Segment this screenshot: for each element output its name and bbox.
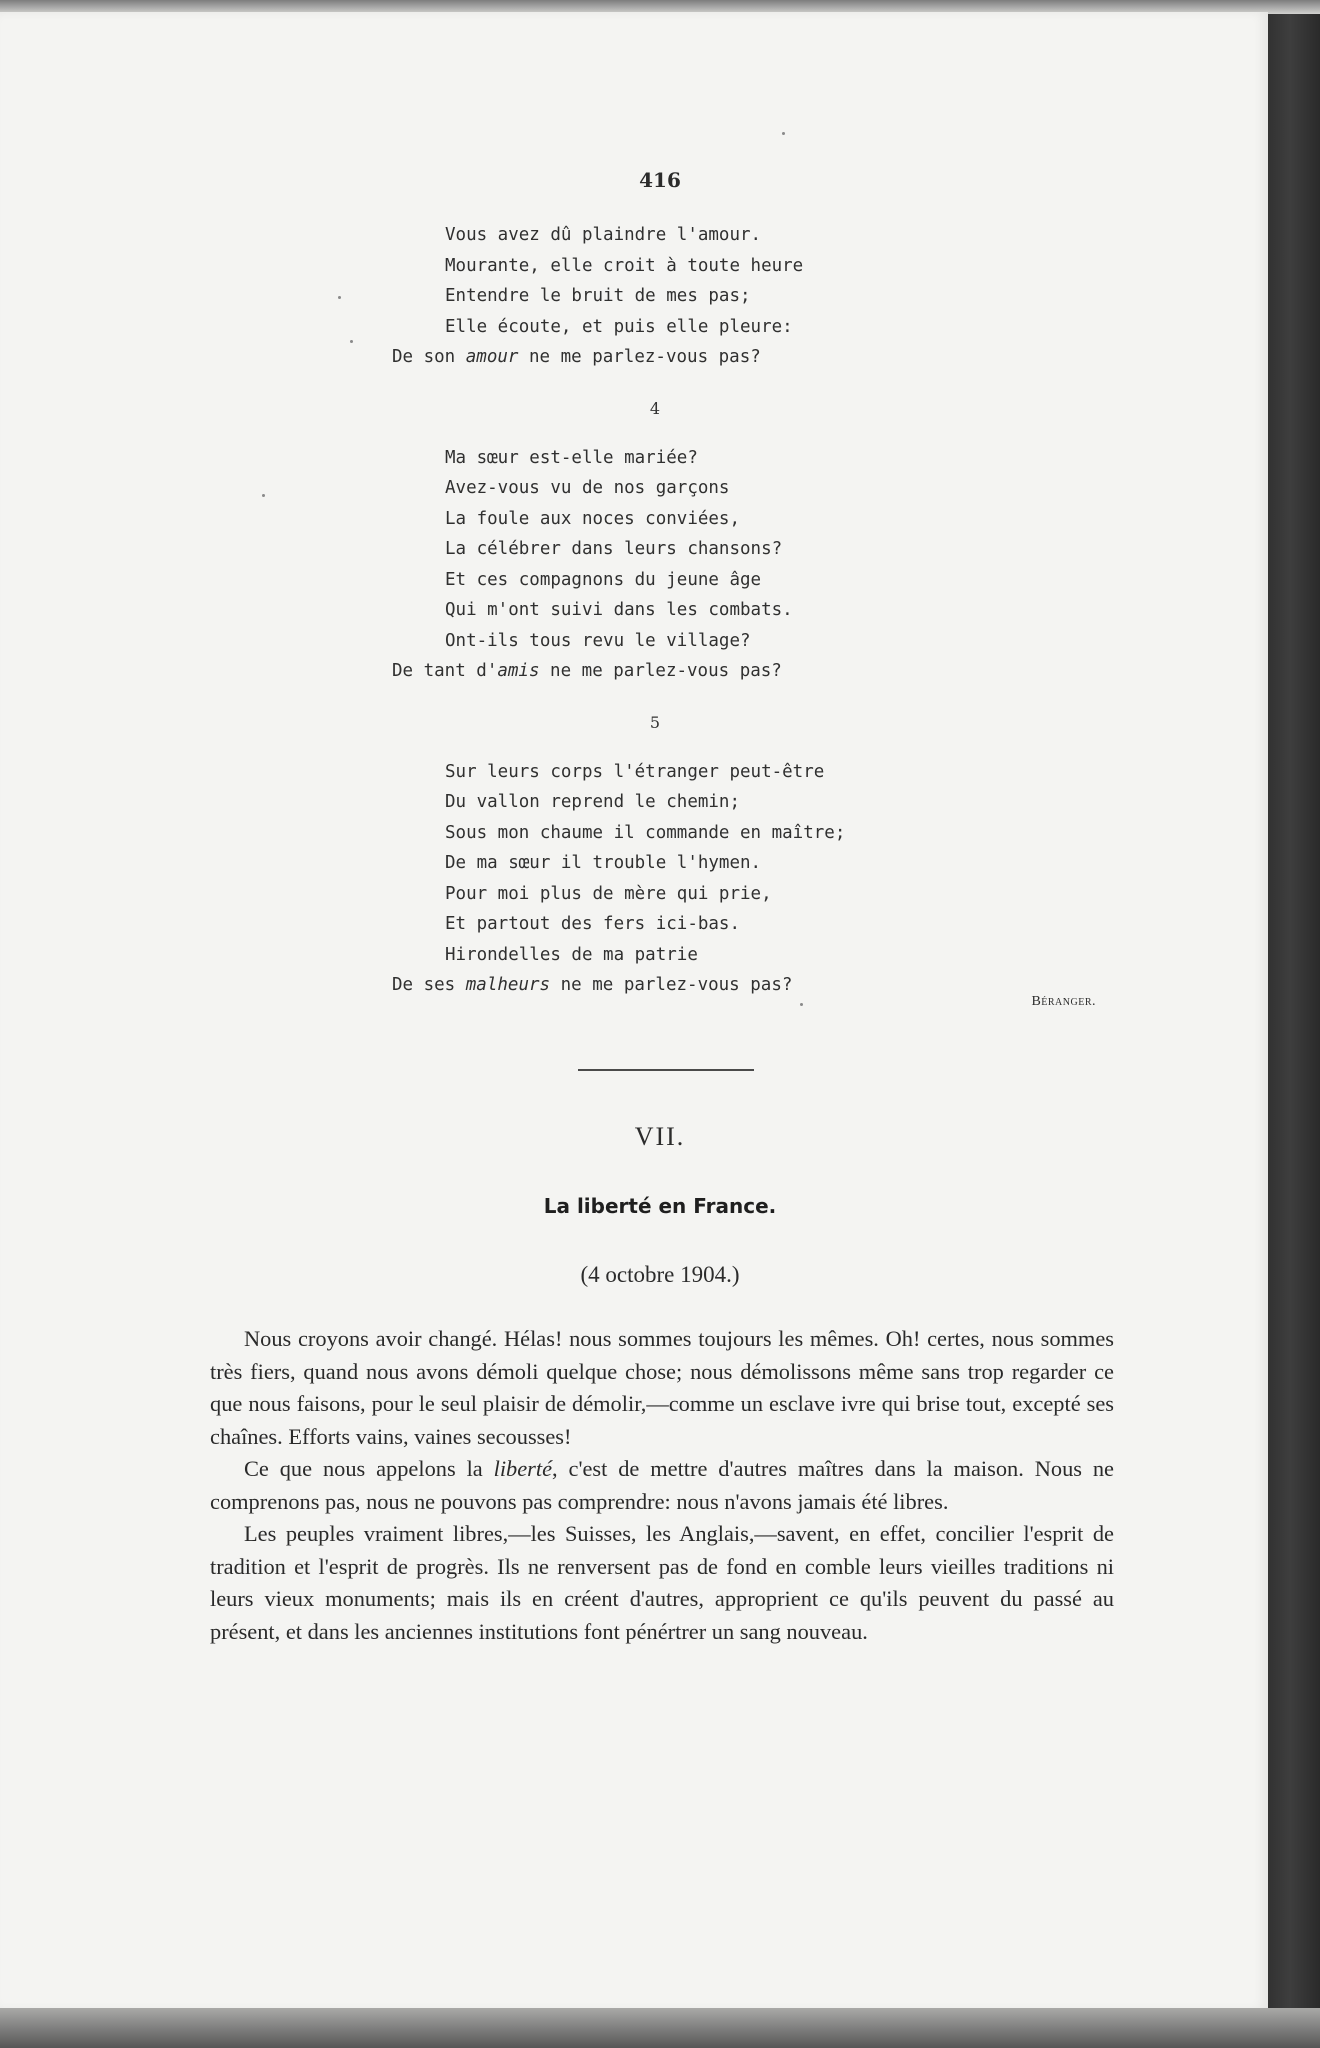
- poem-line: Pour moi plus de mère qui prie,: [445, 883, 772, 904]
- scan-speck: [782, 132, 785, 135]
- bottom-edge-shadow: [0, 2008, 1320, 2048]
- poem-line: Vous avez dû plaindre l'amour.: [445, 225, 762, 245]
- scan-speck: [800, 1003, 803, 1006]
- scan-speck: [338, 296, 341, 299]
- poem-line: Sous mon chaume il commande en maître;: [445, 822, 846, 843]
- section-title: La liberté en France.: [543, 1194, 777, 1218]
- poem-stanza: [0, 757, 1320, 1001]
- poem-line: Hirondelles de ma patrie: [445, 944, 698, 965]
- poem-line: Et ces compagnons du jeune âge: [445, 569, 762, 590]
- poem-line: Entendre le bruit de mes pas;: [445, 286, 751, 306]
- stanza-number: 4: [649, 398, 661, 418]
- refrain-emphasis: malheurs: [465, 975, 551, 995]
- paragraph: [210, 1518, 1114, 1648]
- poem-refrain: [0, 656, 1320, 687]
- section-divider: [578, 1069, 754, 1071]
- poem-stanza: [0, 220, 1320, 373]
- stanza-number: 5: [649, 712, 661, 732]
- refrain-text: De ses: [392, 975, 466, 995]
- poem: [0, 220, 1320, 1001]
- poem-refrain: [0, 342, 1320, 373]
- poem-line: Qui m'ont suivi dans les combats.: [445, 600, 793, 620]
- refrain-text: De son: [392, 347, 466, 367]
- poem-line: La célébrer dans leurs chansons?: [445, 539, 783, 559]
- refrain-text: ne me parlez-vous pas?: [518, 347, 761, 367]
- paragraph: [210, 1323, 1114, 1453]
- poem-stanza: [0, 443, 1320, 687]
- poem-line: Avez-vous vu de nos garçons: [445, 478, 730, 498]
- poem-line: De ma sœur il trouble l'hymen.: [445, 853, 762, 873]
- refrain-emphasis: amis: [497, 661, 540, 681]
- poem-refrain: [0, 970, 1320, 1001]
- poem-line: Et partout des fers ici-bas.: [445, 914, 741, 934]
- poem-line: Mourante, elle croit à toute heure: [445, 255, 804, 276]
- poem-line: La foule aux noces conviées,: [445, 508, 741, 529]
- poem-author: Béranger.: [1031, 994, 1096, 1009]
- section-number: VII.: [634, 1122, 686, 1151]
- paragraph-emphasis: liberté: [493, 1456, 553, 1481]
- paragraph-text: , c'est de mettre d'autres maîtres dans la maison. Nous ne comprenons pas, nous ne pouvons pas comprendre: nous n'avons jamais été libres.: [210, 1456, 1114, 1514]
- poem-line: Elle écoute, et puis elle pleure:: [445, 316, 793, 337]
- paragraph-text: Nous croyons avoir changé. Hélas! nous sommes toujours les mêmes. Oh! certes, nous sommes très fiers, quand nous avons démoli quelque chose; nous démolissons même sans trop regarder ce que nous faisons, pour le seul plaisir de démolir,—comme un esclave ivre qui brise tout, excepté ses chaînes. Efforts vains, vaines secousses!: [210, 1326, 1114, 1449]
- page-number: 416: [639, 168, 681, 192]
- refrain-text: De tant d': [392, 661, 498, 681]
- refrain-emphasis: amour: [465, 347, 519, 367]
- poem-line: Ma sœur est-elle mariée?: [445, 447, 698, 468]
- prose-body: [210, 1323, 1114, 1648]
- paragraph-text: Ce que nous appelons la: [244, 1456, 494, 1481]
- poem-line: Sur leurs corps l'étranger peut-être: [445, 761, 825, 782]
- refrain-text: ne me parlez-vous pas?: [539, 661, 782, 681]
- scan-speck: [262, 494, 265, 497]
- scan-speck: [350, 340, 353, 343]
- poem-line: Du vallon reprend le chemin;: [445, 792, 741, 812]
- section-date: (4 octobre 1904.): [580, 1262, 740, 1287]
- paragraph: [210, 1453, 1114, 1518]
- refrain-text: ne me parlez-vous pas?: [550, 975, 793, 995]
- paragraph-text: Les peuples vraiment libres,—les Suisses, les Anglais,—savent, en effet, concilier l'esprit de tradition et l'esprit de progrès. Ils ne renversent pas de fond en comble leurs vieilles traditions ni leurs vieux monuments; mais ils en créent d'autres, approprient ce qu'ils peuvent du passé au présent, et dans les anciennes institutions font pénértrer un sang nouveau.: [210, 1521, 1114, 1644]
- poem-line: Ont-ils tous revu le village?: [445, 630, 751, 651]
